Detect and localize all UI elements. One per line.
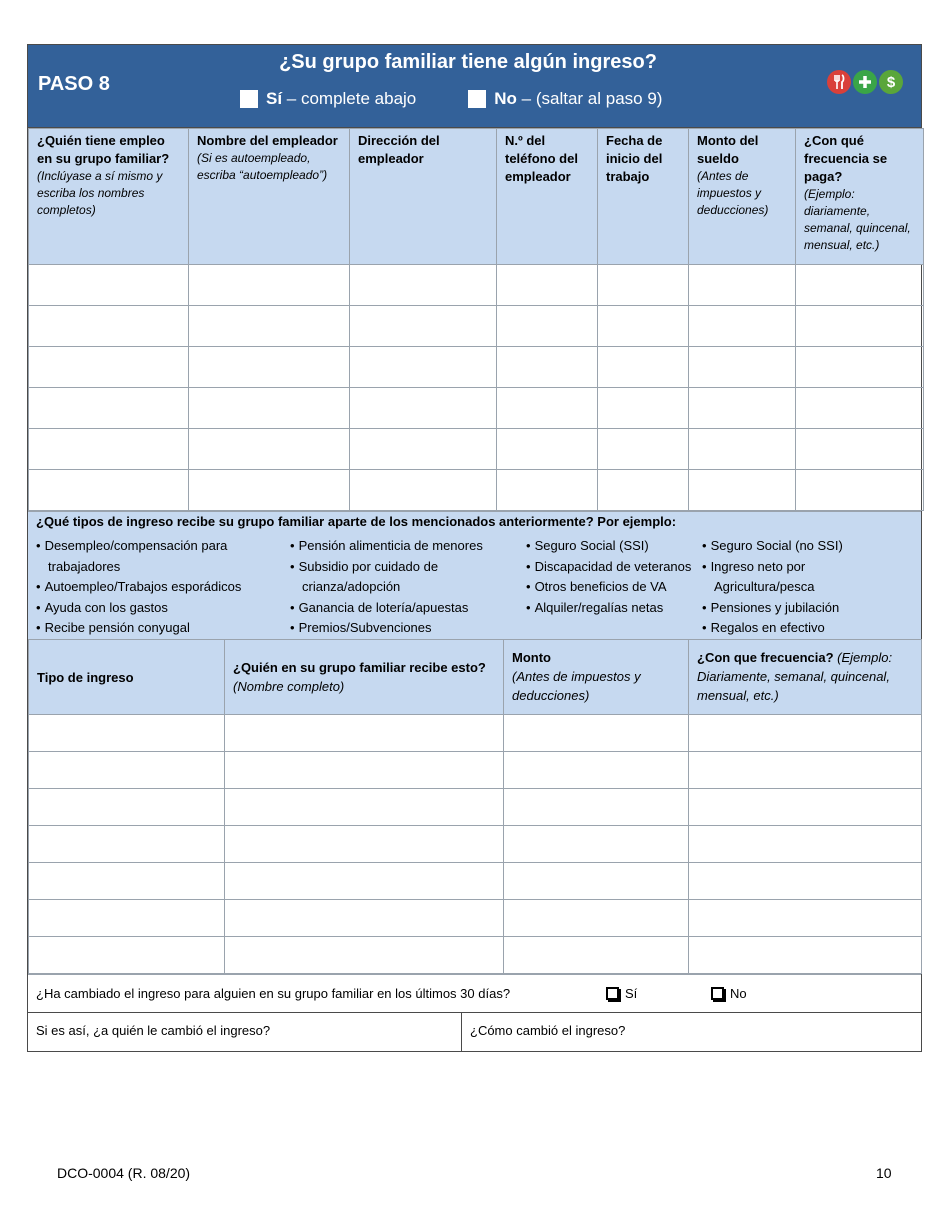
table-cell[interactable] <box>29 347 189 388</box>
table-row <box>29 752 922 789</box>
income-types-list <box>36 536 913 639</box>
changed-no-checkbox[interactable] <box>711 987 724 1000</box>
income-types-section <box>28 511 921 639</box>
income-changed-question: ¿Ha cambiado el ingreso para alguien en su grupo familiar en los últimos 30 días? <box>36 986 511 1001</box>
table-row <box>29 265 924 306</box>
list-item: • Recibe pensión conyugal <box>36 618 290 639</box>
list-item: • Regalos en efectivo <box>702 618 902 639</box>
table-cell[interactable] <box>504 863 689 900</box>
table-cell[interactable] <box>29 429 189 470</box>
list-item: • Subsidio por cuidado de crianza/adopción <box>290 557 526 598</box>
utensils-icon <box>827 70 851 94</box>
table-cell[interactable] <box>504 752 689 789</box>
employment-header-row <box>29 129 924 265</box>
income-types-title: ¿Qué tipos de ingreso recibe su grupo familiar aparte de los mencionados anteriormente? Por ejemplo: <box>36 514 677 529</box>
table-cell[interactable] <box>225 900 504 937</box>
table-cell[interactable] <box>497 265 598 306</box>
list-item: • Ingreso neto por Agricultura/pesca <box>702 557 902 598</box>
list-item: • Otros beneficios de VA <box>526 577 702 598</box>
table-cell[interactable] <box>29 306 189 347</box>
table-row <box>29 863 922 900</box>
table-cell[interactable] <box>189 306 350 347</box>
table-cell[interactable] <box>29 388 189 429</box>
yes-option[interactable] <box>240 89 416 109</box>
table-cell[interactable] <box>689 306 796 347</box>
income-types-col-2 <box>290 536 526 639</box>
income-changed-row <box>28 974 921 1012</box>
col-recipient: ¿Quién en su grupo familiar recibe esto? (Nombre completo) <box>225 640 504 715</box>
col-amount: Monto (Antes de impuestos y deducciones) <box>504 640 689 715</box>
table-cell[interactable] <box>350 265 497 306</box>
form-id: DCO-0004 (R. 08/20) <box>57 1165 191 1181</box>
income-options <box>240 89 662 109</box>
income-change-details <box>28 1012 921 1051</box>
table-cell[interactable] <box>504 900 689 937</box>
table-cell[interactable] <box>689 752 922 789</box>
table-cell[interactable] <box>497 347 598 388</box>
yes-label: Sí <box>266 89 283 108</box>
table-cell[interactable] <box>189 429 350 470</box>
income-types-col-3 <box>526 536 702 639</box>
table-cell[interactable] <box>796 265 924 306</box>
table-cell[interactable] <box>504 715 689 752</box>
table-cell[interactable] <box>796 429 924 470</box>
table-cell[interactable] <box>497 429 598 470</box>
income-types-col-1 <box>36 536 290 639</box>
table-row <box>29 388 924 429</box>
other-income-header-row <box>29 640 922 715</box>
yes-instruction: – complete abajo <box>282 89 417 108</box>
table-cell[interactable] <box>29 863 225 900</box>
table-row <box>29 347 924 388</box>
table-cell[interactable] <box>497 388 598 429</box>
table-cell[interactable] <box>598 347 689 388</box>
col-employer-name: Nombre del empleador (Si es autoempleado, escriba “autoempleado”) <box>189 129 350 265</box>
table-cell[interactable] <box>29 789 225 826</box>
table-cell[interactable] <box>689 789 922 826</box>
table-cell[interactable] <box>497 470 598 511</box>
table-cell[interactable] <box>350 347 497 388</box>
step-banner <box>28 45 921 128</box>
changed-yes-label: Sí <box>625 986 638 1001</box>
table-cell[interactable] <box>689 470 796 511</box>
changed-yes-checkbox[interactable] <box>606 987 619 1000</box>
table-cell[interactable] <box>598 388 689 429</box>
table-cell[interactable] <box>189 470 350 511</box>
list-item: • Ganancia de lotería/apuestas <box>290 598 526 619</box>
col-pay-frequency: ¿Con qué frecuencia se paga? (Ejemplo: diariamente, semanal, quincenal, mensual, etc.) <box>796 129 924 265</box>
table-row <box>29 900 922 937</box>
table-cell[interactable] <box>504 826 689 863</box>
list-item: • Autoempleo/Trabajos esporádicos <box>36 577 290 598</box>
no-instruction: – (saltar al paso 9) <box>516 89 663 108</box>
table-cell[interactable] <box>689 937 922 974</box>
table-cell[interactable] <box>189 347 350 388</box>
list-item: • Ayuda con los gastos <box>36 598 290 619</box>
list-item: • Pensiones y jubilación <box>702 598 902 619</box>
table-cell[interactable] <box>350 470 497 511</box>
dollar-icon: $ <box>879 70 903 94</box>
page-number: 10 <box>876 1165 892 1181</box>
table-cell[interactable] <box>29 752 225 789</box>
list-item: • Seguro Social (SSI) <box>526 536 702 557</box>
table-cell[interactable] <box>689 863 922 900</box>
table-row <box>29 826 922 863</box>
table-cell[interactable] <box>796 388 924 429</box>
table-row <box>29 470 924 511</box>
table-cell[interactable] <box>189 388 350 429</box>
table-cell[interactable] <box>689 388 796 429</box>
table-cell[interactable] <box>225 937 504 974</box>
table-cell[interactable] <box>504 937 689 974</box>
plus-icon <box>853 70 877 94</box>
table-cell[interactable] <box>225 715 504 752</box>
table-cell[interactable] <box>796 470 924 511</box>
changed-no-label: No <box>730 986 747 1001</box>
table-cell[interactable] <box>796 347 924 388</box>
list-item: • Discapacidad de veteranos <box>526 557 702 578</box>
changed-yes-option[interactable] <box>606 986 711 1001</box>
table-cell[interactable] <box>29 265 189 306</box>
table-cell[interactable] <box>689 715 922 752</box>
table-cell[interactable] <box>689 826 922 863</box>
table-cell[interactable] <box>504 789 689 826</box>
table-cell[interactable] <box>29 470 189 511</box>
table-cell[interactable] <box>189 265 350 306</box>
table-cell[interactable] <box>225 789 504 826</box>
table-cell[interactable] <box>598 429 689 470</box>
table-cell[interactable] <box>350 429 497 470</box>
yes-checkbox[interactable] <box>240 90 258 108</box>
table-cell[interactable] <box>29 715 225 752</box>
table-cell[interactable] <box>689 265 796 306</box>
col-start-date: Fecha de inicio del trabajo <box>598 129 689 265</box>
other-income-table <box>28 639 922 974</box>
table-row <box>29 789 922 826</box>
table-row <box>29 937 922 974</box>
table-cell[interactable] <box>689 347 796 388</box>
step-label: PASO 8 <box>38 73 110 95</box>
list-item: • Desempleo/compensación para trabajadores <box>36 536 290 577</box>
table-cell[interactable] <box>598 306 689 347</box>
table-cell[interactable] <box>225 863 504 900</box>
how-changed-field[interactable]: ¿Cómo cambió el ingreso? <box>470 1023 626 1038</box>
changed-no-option[interactable] <box>711 986 747 1001</box>
list-item: • Seguro Social (no SSI) <box>702 536 902 557</box>
table-row <box>29 306 924 347</box>
list-item: • Alquiler/regalías netas <box>526 598 702 619</box>
table-cell[interactable] <box>350 306 497 347</box>
table-row <box>29 715 922 752</box>
table-cell[interactable] <box>689 900 922 937</box>
list-item: • Premios/Subvenciones <box>290 618 526 639</box>
table-cell[interactable] <box>225 826 504 863</box>
table-row <box>29 429 924 470</box>
col-salary: Monto del sueldo (Antes de impuestos y deducciones) <box>689 129 796 265</box>
employment-table <box>28 128 924 511</box>
col-who-employed: ¿Quién tiene empleo en su grupo familiar? (Inclúyase a sí mismo y escriba los nombres completos) <box>29 129 189 265</box>
table-cell[interactable] <box>29 826 225 863</box>
col-frequency: ¿Con que frecuencia? (Ejemplo: Diariamente, semanal, quincenal, mensual, etc.) <box>689 640 922 715</box>
col-income-type: Tipo de ingreso <box>29 640 225 715</box>
table-cell[interactable] <box>598 470 689 511</box>
table-cell[interactable] <box>225 752 504 789</box>
table-cell[interactable] <box>350 388 497 429</box>
program-icons <box>827 70 903 94</box>
table-cell[interactable] <box>796 306 924 347</box>
no-option[interactable] <box>468 89 662 109</box>
step-8-form <box>27 44 922 1052</box>
table-cell[interactable] <box>689 429 796 470</box>
no-label: No <box>494 89 517 108</box>
income-question: ¿Su grupo familiar tiene algún ingreso? <box>279 51 657 73</box>
col-employer-address: Dirección del empleador <box>350 129 497 265</box>
table-cell[interactable] <box>29 900 225 937</box>
no-checkbox[interactable] <box>468 90 486 108</box>
table-cell[interactable] <box>497 306 598 347</box>
who-changed-field[interactable]: Si es así, ¿a quién le cambió el ingreso? <box>28 1013 462 1051</box>
col-employer-phone: N.º del teléfono del empleador <box>497 129 598 265</box>
table-cell[interactable] <box>29 937 225 974</box>
list-item: • Pensión alimenticia de menores <box>290 536 526 557</box>
table-cell[interactable] <box>598 265 689 306</box>
income-types-col-4 <box>702 536 902 639</box>
